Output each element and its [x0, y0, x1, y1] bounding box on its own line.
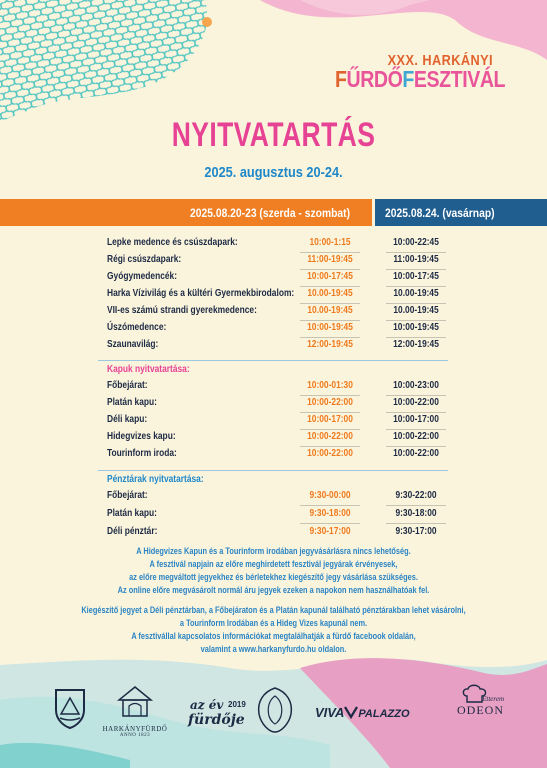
date-range: 2025. augusztus 20-24. [204, 164, 343, 181]
column-header-period2: 2025.08.24. (vasárnap) [375, 199, 547, 226]
schedule-row: Platán kapu: 9:30-18:00 9:30-18:00 [107, 508, 437, 519]
viva-palazzo-logo: VIVA PALAZZO [315, 705, 410, 720]
column-header-period1: 2025.08.20-23 (szerda - szombat) [0, 199, 372, 226]
schedule-row: Szaunavilág: 12:00-19:45 12:00-19:45 [107, 339, 439, 350]
schedule-row: Harka Vízivilág és a kültéri Gyermekbirodalom: 10.00-19:45 10.00-19:45 [107, 288, 439, 299]
schedule-row: Lepke medence és csúszdapark: 10:00-1:15 10:00-22:45 [107, 237, 439, 248]
schedule-row: Főbejárat: 10:00-01:30 10:00-23:00 [107, 380, 439, 391]
section-divider [98, 360, 448, 361]
town-crest-logo [52, 686, 88, 735]
odeon-logo: Étterem ODEON [440, 684, 510, 718]
schedule-row: Úszómedence: 10:00-19:45 10:00-19:45 [107, 322, 439, 333]
pavilion-icon [115, 684, 155, 720]
festival-logo [305, 52, 505, 93]
gates-heading: Kapuk nyitvatartása: [107, 364, 190, 375]
schedule-row: Főbejárat: 9:30-00:00 9:30-22:00 [107, 490, 437, 501]
section-divider [98, 470, 448, 471]
ticket-notes: A Hidegvizes Kapun és a Tourinform irodában jegyvásárlásra nincs lehetőség. A fesztivál napjain az előre meghirdetett fesztivál jegyárak érvényesek, az előre megváltott jegyekhez és bérletekhez kiegészítő jegy vásárlása szükséges. Az online előre megvásárolt normál áru jegyek ezeken a napokon nem használhatóak fel. [117, 546, 430, 595]
schedule-row: Déli kapu: 10:00-17:00 10:00-17:00 [107, 414, 439, 425]
schedule-row: Régi csúszdapark: 11:00-19:45 11:00-19:45 [107, 254, 439, 265]
medallion-icon [255, 686, 295, 734]
sponsor-logos [0, 680, 547, 760]
v-mark-icon [344, 705, 358, 719]
page-title: NYITVATARTÁS [171, 116, 376, 154]
harkany-furdo-logo: HARKÁNYFÜRDŐ ANNO 1823 [100, 684, 170, 738]
schedule-row: Tourinform iroda: 10:00-22:00 10:00-22:00 [107, 448, 439, 459]
year-award-logo: az év 2019 fürdője [188, 698, 246, 728]
schedule-row: Platán kapu: 10:00-22:00 10:00-22:00 [107, 397, 439, 408]
schedule-row: Gyógymedencék: 10:00-17:45 10:00-17:45 [107, 271, 439, 282]
medallion-logo [255, 686, 295, 739]
festival-edition: XXX. HARKÁNYI [387, 52, 493, 69]
tills-heading: Pénztárak nyitvatartása: [107, 474, 204, 485]
schedule-row: Déli pénztár: 9:30-17:00 9:30-17:00 [107, 526, 437, 537]
festival-name: FŰRDŐFESZTIVÁL [334, 66, 505, 92]
schedule-row: VII-es számú strandi gyerekmedence: 10.00-19:45 10.00-19:45 [107, 305, 439, 316]
crest-icon [52, 686, 88, 730]
schedule-row: Hidegvizes kapu: 10:00-22:00 10:00-22:00 [107, 431, 439, 442]
info-notes: Kiegészítő jegyet a Déli pénztárban, a Főbejáraton és a Platán kapunál található pénztárakban lehet vásárolni, a Tourinform Irodában és a Hideg Vizes kapunál nem. A fesztivállal kapcsolatos információkat megtalálhatják a fürdő facebook oldalán, valamint a www.harkanyfurdo.hu oldalon. [81, 605, 466, 654]
